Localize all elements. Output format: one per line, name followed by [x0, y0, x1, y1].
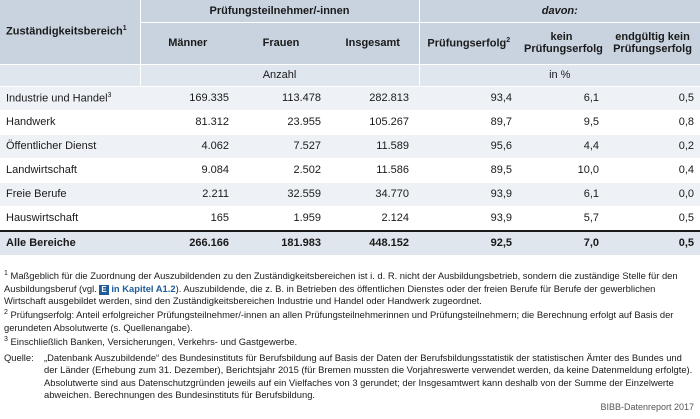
header-insgesamt: Insgesamt: [327, 22, 419, 64]
header-maenner: Männer: [140, 22, 235, 64]
unit-percent: in %: [419, 64, 700, 86]
header-group-davon: davon:: [419, 0, 700, 22]
footnote-3: $^3$ Einschließlich Banken, Versicherungen, Verkehrs- und Gastgewerbe.: [4, 336, 298, 348]
header-endgueltig-kein-erfolg: endgültig kein Prüfungserfolg: [605, 22, 700, 64]
table-row: Freie Berufe 2.211 32.559 34.770 93,9 6,1 0,0: [0, 182, 700, 206]
total-row: Alle Bereiche 266.166 181.983 448.152 92,5 7,0 0,5: [0, 231, 700, 256]
header-frauen: Frauen: [235, 22, 327, 64]
footnote-1: $^1$ Maßgeblich für die Zuordnung der Auszubildenden zu den Zuständigkeitsbereichen ist i. d. R. nicht der Ausbildungsbetrieb, sondern die zuständige Stelle für den Ausbildungsberuf (vgl. E in Kapitel A1.2). Auszubildende, die z. B. in Betrieben des öffentlichen Dienstes oder der freien Berufe für Berufe der gewerblichen Wirtschaft ausgebildet werden, sind den Zuständigkeitsbereichen Industrie und Handel oder Handwerk zugeordnet.: [4, 270, 678, 306]
table-row: Hauswirtschaft 165 1.959 2.124 93,9 5,7 0,5: [0, 206, 700, 231]
header-group-participants: Prüfungsteilnehmer/-innen: [140, 0, 419, 22]
info-box-icon[interactable]: E: [101, 284, 107, 294]
table-row: Landwirtschaft 9.084 2.502 11.586 89,5 10,0 0,4: [0, 158, 700, 182]
header-row-label: Zuständigkeitsbereich$^1$: [0, 0, 140, 64]
unit-anzahl: Anzahl: [140, 64, 419, 86]
header-kein-erfolg: kein Prüfungserfolg: [518, 22, 605, 64]
source-note: [4, 352, 696, 402]
table-row: Industrie und Handel$^3$ 169.335 113.478 282.813 93,4 6,1 0,5: [0, 86, 700, 110]
footnotes: [4, 268, 696, 401]
table-row: Öffentlicher Dienst 4.062 7.527 11.589 95,6 4,4 0,2: [0, 134, 700, 158]
chapter-link[interactable]: in Kapitel A1.2: [111, 282, 176, 294]
footer-credit: BIBB-Datenreport 2017: [600, 402, 694, 412]
source-label: Quelle:: [4, 351, 34, 363]
source-text: „Datenbank Auszubildende“ des Bundesinstituts für Berufsbildung auf Basis der Daten der Berufsbildungsstatistik der statistischen Ämter des Bundes und der Länder (Erhebung zum 31. Dezember), Berichtsjahr 2015 (für Bremen mussten die Vorjahreswerte verwendet werden, da keine Datenmeldung erfolgte). Absolutwerte sind aus Datenschutzgründen jeweils auf ein Vielfaches von 3 gerundet; der Insgesamtwert kann deshalb von der Summe der Einzelwerte abweichen. Berechnungen des Bundesinstituts für Berufsbildung.: [44, 351, 693, 401]
footnote-2: $^2$ Prüfungserfolg: Anteil erfolgreicher Prüfungsteilnehmer/-innen an allen Prüfungsteilnehmerinnen und Prüfungsteilnehmern; die Berechnung erfolgt auf Basis der gerundeten Absolutwerte (s. Quellenangabe).: [4, 309, 674, 333]
table-row: Handwerk 81.312 23.955 105.267 89,7 9,5 0,8: [0, 110, 700, 134]
header-pruefungserfolg: Prüfungserfolg$^2$: [419, 22, 518, 64]
